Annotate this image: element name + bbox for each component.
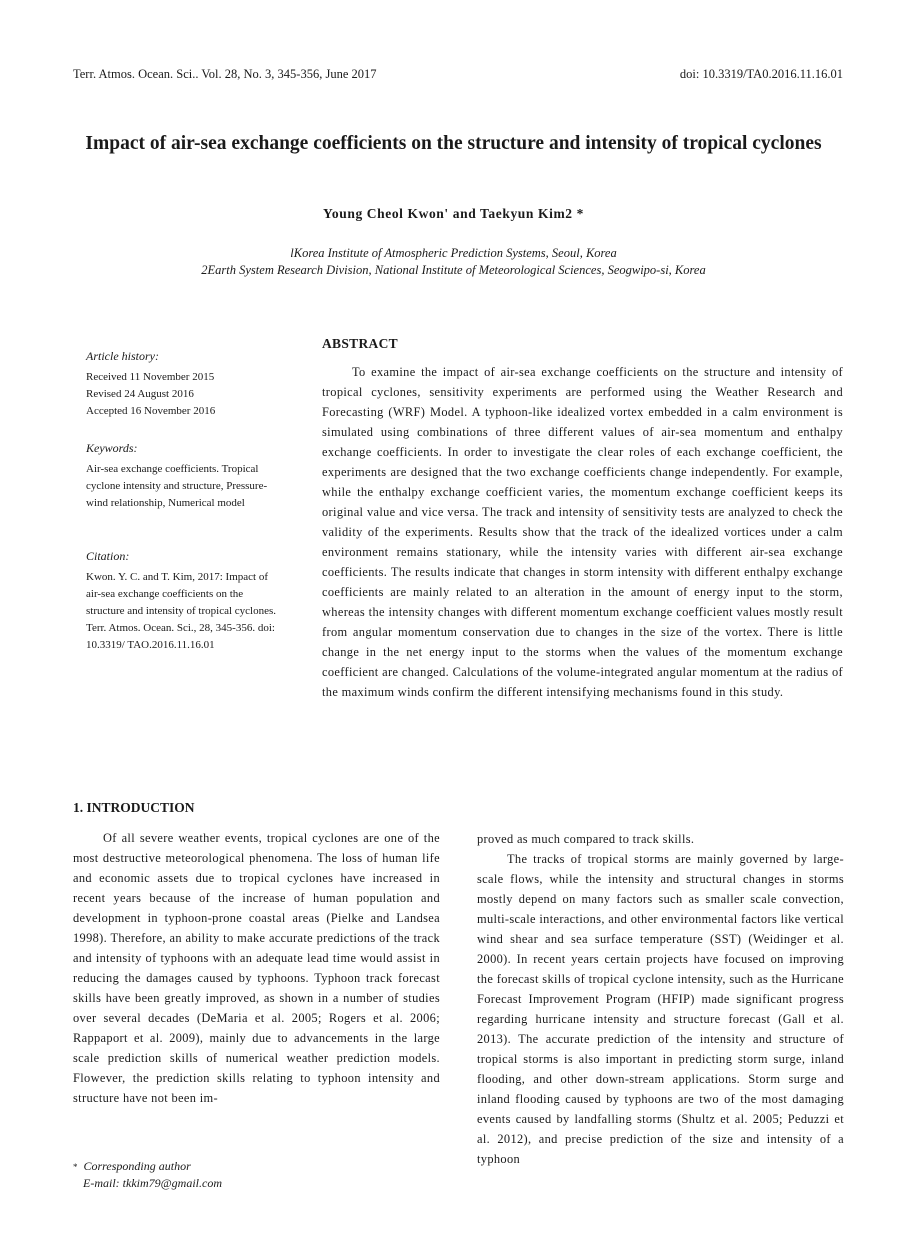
keywords-label: Keywords: xyxy=(86,441,138,455)
affiliations xyxy=(80,245,827,279)
affiliation-1: lKorea Institute of Atmospheric Prediction Systems, Seoul, Korea xyxy=(290,246,617,260)
article-history-label: Article history: xyxy=(86,349,159,363)
received-date: Received 11 November 2015 xyxy=(86,371,215,383)
keywords-text: Air-sea exchange coefficients. Tropical cyclone intensity and structure, Pressure-wind relationship, Numerical model xyxy=(86,463,268,509)
introduction-heading: 1. INTRODUCTION xyxy=(73,800,195,815)
doi-header: doi: 10.3319/TA0.2016.11.16.01 xyxy=(679,67,843,81)
citation-label: Citation: xyxy=(86,549,130,563)
citation-block xyxy=(86,548,278,654)
intro-paragraph-1-continuation: proved as much compared to track skills. xyxy=(477,832,695,846)
corresponding-author-footnote xyxy=(73,1158,222,1191)
abstract-heading: ABSTRACT xyxy=(322,336,398,351)
footnote-label: Corresponding author xyxy=(83,1159,191,1173)
intro-left-column xyxy=(73,828,440,1108)
paper-title: Impact of air-sea exchange coefficients on the structure and intensity of tropical cyclones xyxy=(85,133,822,154)
accepted-date: Accepted 16 November 2016 xyxy=(86,405,216,417)
revised-date: Revised 24 August 2016 xyxy=(86,388,194,400)
footnote-marker: * xyxy=(73,1162,78,1172)
keywords-block xyxy=(86,440,286,512)
author-list: Young Cheol Kwon' and Taekyun Kim2 * xyxy=(323,206,584,221)
abstract-text: To examine the impact of air-sea exchange coefficients on the structure and intensity of tropical cyclones, sensitivity experiments are performed using the Weather Research and Forecasting (WRF) Model. A typhoon-like idealized vortex embedded in a calm environment is simulated using combinations of three different values of air-sea momentum and enthalpy exchange coefficients. In order to investigate the clear roles of each exchange coefficient, the experiments are designed that the two exchange coefficients change independently. For example, while the enthalpy exchange coefficient varies, the momentum exchange coefficient keeps its original value and vice versa. The track and intensity of sensitivity tests are analyzed to check the validity of the experiments. Results show that the track of the idealized vortices under a calm environment remains stationary, while the intensity varies with different air-sea exchange coefficients. The results indicate that changes in storm intensity with different enthalpy exchange coefficients are mainly related to an alteration in the amount of energy input to the storm, whereas the intensity changes with different momentum exchange coefficient values mostly result from angular momentum conservation due to changes in the size of the vortex. There is little change in the net energy input to the storms when the values of the momentum exchange coefficient are changed. Calculations of the volume-integrated angular momentum at the radius of the maximum winds confirm the different intensifying mechanisms found in this study. xyxy=(322,365,843,699)
citation-text: Kwon. Y. C. and T. Kim, 2017: Impact of air-sea exchange coefficients on the structure and intensity of tropical cyclones. Terr. Atmos. Ocean. Sci., 28, 345-356. doi: 10.3319/ TAO.2016.11.16.01 xyxy=(86,571,276,651)
intro-right-column xyxy=(477,829,844,1169)
journal-citation-header: Terr. Atmos. Ocean. Sci.. Vol. 28, No. 3, 345-356, June 2017 xyxy=(73,67,377,81)
intro-paragraph-1: Of all severe weather events, tropical cyclones are one of the most destructive meteorological phenomena. The loss of human life and economic assets due to tropical cyclones have increased in recent years because of the increase of human population and development in typhoon-prone coastal areas (Pielke and Landsea 1998). Therefore, an ability to make accurate predictions of the track and intensity of typhoons with an adequate lead time would assist in reducing the damages caused by typhoons. Typhoon track forecast skills have been greatly improved, as shown in a number of studies over several decades (DeMaria et al. 2005; Rogers et al. 2006; Rappaport et al. 2009), mainly due to advancements in the large scale prediction skills of numerical weather prediction models. Flowever, the prediction skills relating to typhoon intensity and structure have not been im- xyxy=(73,831,440,1105)
footnote-email: E-mail: tkkim79@gmail.com xyxy=(83,1176,223,1190)
article-history xyxy=(86,348,286,420)
affiliation-2: 2Earth System Research Division, National Institute of Meteorological Sciences, Seogwipo-si, Korea xyxy=(201,263,706,277)
intro-paragraph-2: The tracks of tropical storms are mainly governed by large-scale flows, while the intensity and structural changes in storms mostly depend on many factors such as smaller scale convection, multi-scale interactions, and other environmental factors like vertical wind shear and sea surface temperature (SST) (Weidinger et al. 2000). In recent years certain projects have focused on improving the forecast skills of tropical cyclone intensity, such as the Hurricane Forecast Improvement Program (HFIP) made significant progress regarding hurricane intensity and structure forecast (Gall et al. 2013). The accurate prediction of the intensity and structure of tropical storms is also important in predicting storm surge, inland flooding, and other down-stream applications. Storm surge and inland flooding caused by typhoons are two of the most damaging events caused by landfalling storms (Shultz et al. 2005; Peduzzi et al. 2012), and precise prediction of the size and intensity of a typhoon xyxy=(477,852,844,1166)
